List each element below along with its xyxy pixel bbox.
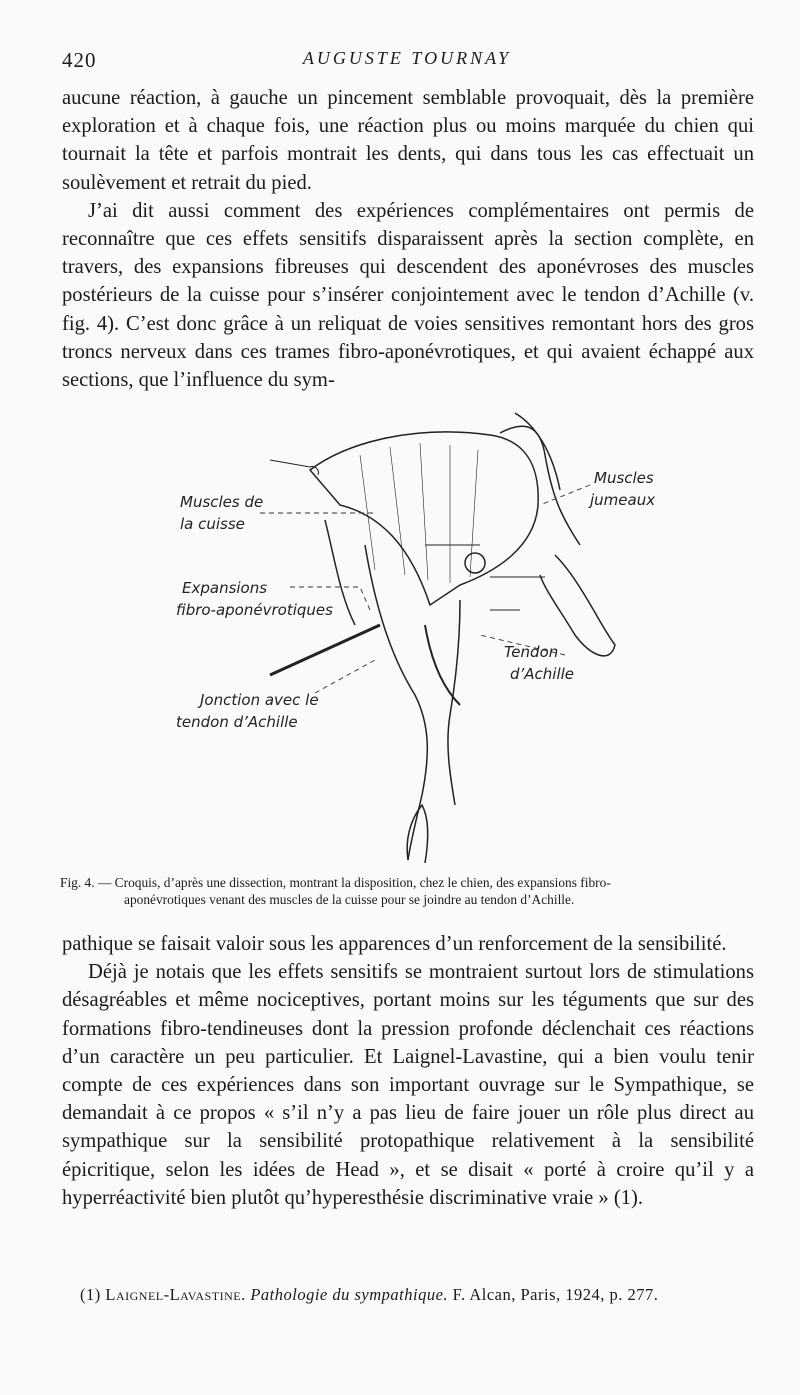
body-text-top [62, 84, 754, 394]
label-tendon-1: Tendon [504, 643, 559, 661]
label-jonction-2: tendon d’Achille [176, 713, 298, 731]
caption-line-1: Fig. 4. — Croquis, d’après une dissection, montrant la disposition, chez le chien, des expansions fibro- [60, 875, 611, 890]
paragraph: pathique se faisait valoir sous les apparences d’un renforcement de la sensibilité. [62, 933, 727, 955]
label-jonction-1: Jonction avec le [200, 691, 319, 709]
footnote-author: Laignel-Lavastine. [105, 1285, 246, 1304]
running-title: AUGUSTE TOURNAY [302, 48, 512, 68]
footnote-title: Pathologie du sympathique. [250, 1285, 449, 1304]
page-header [62, 48, 752, 78]
label-muscles-jumeaux-1: Muscles [594, 469, 654, 487]
label-muscles-cuisse-1: Muscles de [180, 493, 264, 511]
anatomical-figure [160, 395, 680, 865]
paragraph: Déjà je notais que les effets sensitifs se montraient surtout lors de stimulations désagréables et même nociceptives, portant moins sur les téguments que sur des formations fibro-tendineuses dont la pression profonde déclenchait ces réactions d’un caractère un peu particulier. Et Laignel-Lavastine, qui a bien voulu tenir compte de ces expériences dans son important ouvrage sur le Sympathique, se demandait à ce propos « s’il n’y a pas lieu de faire jouer un rôle plus direct au sympathique sur la sensibilité protopathique relativement à la sensibilité épicritique, selon les idées de Head », et se disait « porté à croire qu’il y a hyperréactivité bien plutôt qu’hyperesthésie discriminative vraie » (1). [62, 961, 754, 1209]
dissection-sketch [160, 395, 680, 865]
caption-line-2: aponévrotiques venant des muscles de la cuisse pour se joindre au tendon d’Achille. [124, 892, 575, 907]
label-muscles-cuisse-2: la cuisse [180, 515, 245, 533]
paragraph: J’ai dit aussi comment des expériences complémentaires ont permis de reconnaître que ces effets sensitifs disparaissent après la section complète, en travers, des expansions fibreuses qui descendent des aponévroses des muscles postérieurs de la cuisse pour s’insérer conjointement avec le tendon d’Achille (v. fig. 4). C’est donc grâce à un reliquat de voies sensitives remontant hors des gros troncs nerveux dans ces trames fibro-aponévrotiques, et qui avaient échappé aux sections, que l’influence du sym- [62, 199, 754, 392]
label-expansions-1: Expansions [182, 579, 268, 597]
footnote [80, 1285, 770, 1305]
leg-drawing [270, 413, 615, 863]
label-tendon-2: d’Achille [510, 665, 575, 683]
label-expansions-2: fibro-aponévrotiques [176, 601, 333, 619]
figure-caption [60, 874, 765, 908]
leader-lines [260, 485, 590, 693]
page-number: 420 [62, 48, 97, 72]
paragraph: aucune réaction, à gauche un pincement semblable provoquait, dès la première exploration et à chaque fois, une réaction plus ou moins marquée du chien qui tournait la tête et parfois montrait les dents, qui dans tous les cas effectuait un soulèvement et retrait du pied. [62, 87, 754, 194]
footnote-marker: (1) [80, 1285, 101, 1304]
footnote-publisher: F. Alcan, Paris, 1924, p. 277. [452, 1285, 659, 1304]
body-text-bottom [62, 930, 754, 1212]
label-muscles-jumeaux-2: jumeaux [590, 491, 656, 509]
